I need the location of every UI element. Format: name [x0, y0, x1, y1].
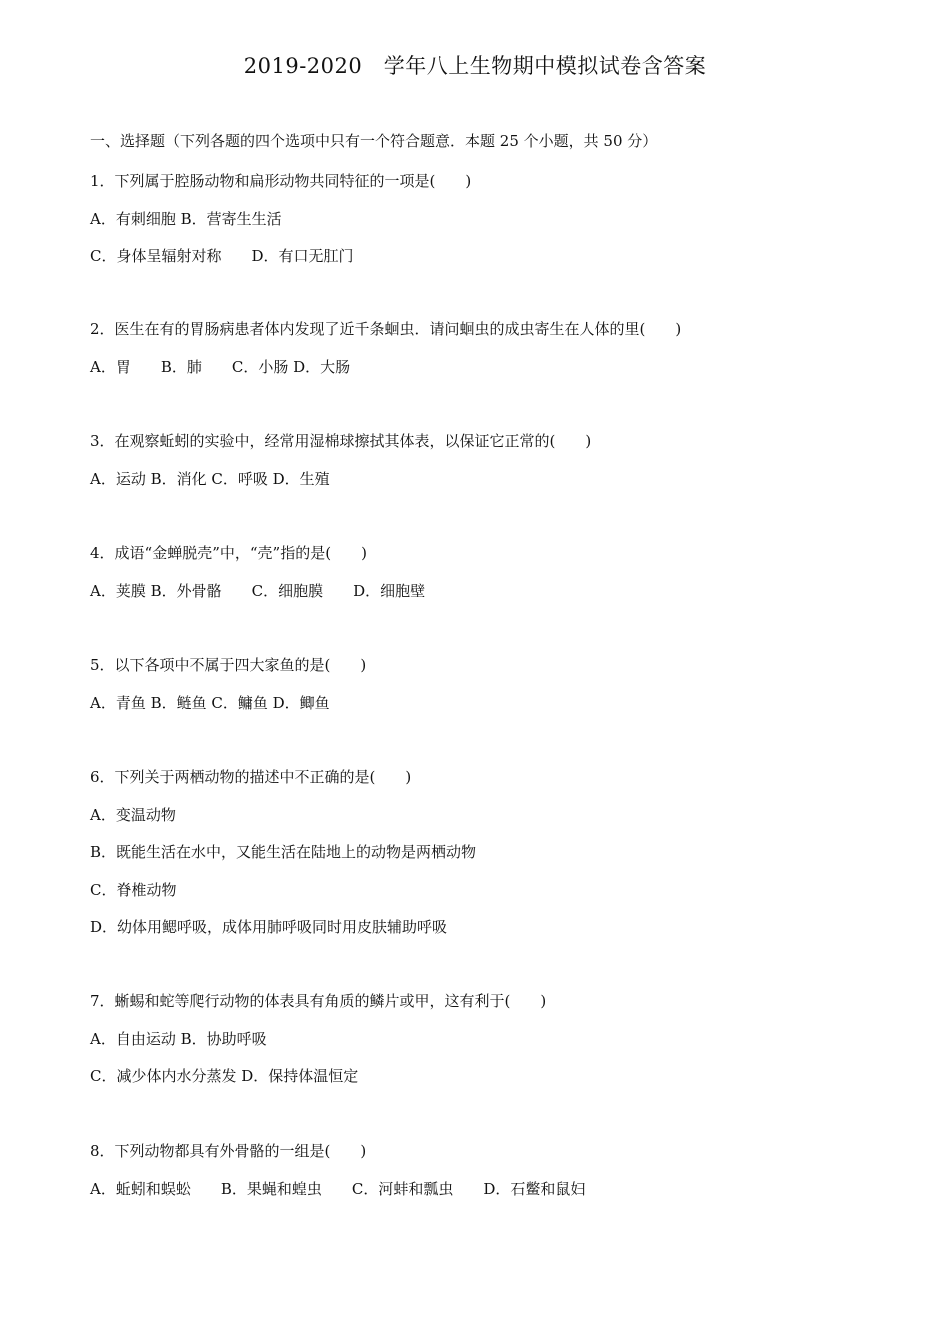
question-stem: 3．在观察蚯蚓的实验中，经常用湿棉球擦拭其体表，以保证它正常的( ): [90, 432, 592, 450]
question-5: [90, 654, 890, 729]
question-option-line: B．既能生活在水中，又能生活在陆地上的动物是两栖动物: [90, 843, 477, 861]
page-title: 2019-2020 学年八上生物期中模拟试卷含答案: [243, 54, 707, 78]
question-option-line: A．运动 B．消化 C．呼吸 D．生殖: [90, 469, 330, 488]
question-stem: 5．以下各项中不属于四大家鱼的是( ): [90, 656, 367, 674]
question-option-line: A．变温动物: [90, 805, 176, 824]
question-option-line: A．荚膜 B．外骨骼 C．细胞膜 D．细胞壁: [90, 581, 426, 600]
question-stem: 4．成语“金蝉脱壳”中，“壳”指的是( ): [90, 544, 367, 562]
question-2: [90, 318, 890, 393]
section-header: 一、选择题（下列各题的四个选项中只有一个符合题意．本题 25 个小题，共 50 分）: [90, 132, 658, 150]
question-option-line: A．自由运动 B．协助呼吸: [90, 1029, 267, 1048]
question-option-line: C．减少体内水分蒸发 D．保持体温恒定: [90, 1067, 359, 1085]
question-stem: 1．下列属于腔肠动物和扁形动物共同特征的一项是( ): [90, 172, 472, 190]
question-option-line: A．蚯蚓和蜈蚣 B．果蝇和蝗虫 C．河蚌和瓢虫 D．石鳖和鼠妇: [90, 1179, 586, 1198]
question-option-line: A．青鱼 B．鲢鱼 C．鳙鱼 D．鲫鱼: [90, 693, 330, 712]
question-1: [90, 170, 890, 283]
question-option-line: D．幼体用鳃呼吸，成体用肺呼吸同时用皮肤辅助呼吸: [90, 918, 448, 936]
question-stem: 8．下列动物都具有外骨骼的一组是( ): [90, 1142, 367, 1160]
question-option-line: C．身体呈辐射对称 D．有口无肛门: [90, 247, 354, 265]
question-4: [90, 542, 890, 617]
question-8: [90, 1140, 890, 1215]
question-stem: 7．蜥蜴和蛇等爬行动物的体表具有角质的鳞片或甲，这有利于( ): [90, 992, 547, 1010]
question-option-line: A．有刺细胞 B．营寄生生活: [90, 209, 282, 228]
question-7: [90, 990, 890, 1103]
question-option-line: A．胃 B．肺 C．小肠 D．大肠: [90, 357, 351, 376]
question-stem: 6．下列关于两栖动物的描述中不正确的是( ): [90, 768, 412, 786]
question-6: [90, 766, 890, 954]
question-3: [90, 430, 890, 505]
question-stem: 2．医生在有的胃肠病患者体内发现了近千条蛔虫．请问蛔虫的成虫寄生在人体的里( ): [90, 320, 682, 338]
question-option-line: C．脊椎动物: [90, 880, 177, 899]
